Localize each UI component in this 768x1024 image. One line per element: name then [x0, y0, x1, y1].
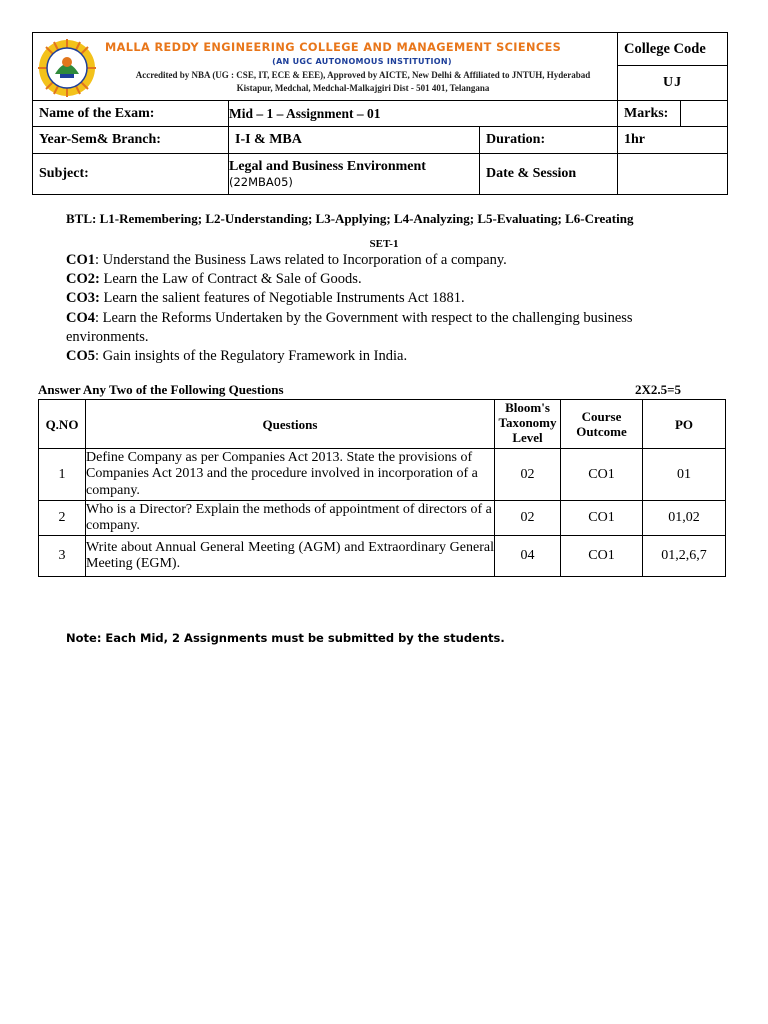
co-header: Course Outcome — [561, 400, 643, 449]
po-header: PO — [643, 400, 726, 449]
questions-header: Questions — [86, 400, 495, 449]
table-row — [39, 536, 726, 577]
co-code: CO1 — [66, 252, 95, 268]
college-logo-icon — [36, 38, 98, 98]
subject-cell — [229, 154, 480, 195]
po-cell: 01,2,6,7 — [643, 536, 726, 577]
po-cell: 01,02 — [643, 501, 726, 536]
question-cell: Who is a Director? Explain the methods of appointment of directors of a company. — [86, 501, 495, 536]
subject-label: Subject: — [33, 154, 229, 195]
exam-value: Mid – 1 – Assignment – 01 — [229, 101, 618, 127]
bloom-cell: 02 — [495, 449, 561, 501]
college-code-value: UJ — [618, 66, 728, 101]
co-item — [66, 347, 696, 366]
co-code: CO3: — [66, 290, 100, 307]
year-value: I-I & MBA — [229, 127, 480, 154]
co-item — [66, 309, 696, 347]
table-row — [39, 449, 726, 501]
table-row — [39, 501, 726, 536]
accreditation-line: Accredited by NBA (UG : CSE, IT, ECE & EEE), Approved by AICTE, New Delhi & Affiliated to JNTUH, Hyderabad — [135, 70, 591, 80]
questions-table — [38, 399, 726, 577]
date-value — [618, 154, 728, 195]
bloom-cell: 04 — [495, 536, 561, 577]
course-outcomes — [66, 251, 696, 366]
qno-cell: 1 — [39, 449, 86, 501]
co-code: CO2: — [66, 271, 100, 288]
exam-label: Name of the Exam: — [33, 101, 229, 127]
co-item — [66, 289, 696, 308]
address-line: Kistapur, Medchal, Medchal-Malkajgiri Dist - 501 401, Telangana — [236, 83, 490, 93]
marks-label: Marks: — [618, 101, 681, 127]
bloom-cell: 02 — [495, 501, 561, 536]
marks-value — [681, 101, 728, 127]
table-header-row — [39, 400, 726, 449]
subject-code: (22MBA05) — [229, 175, 293, 189]
question-cell: Write about Annual General Meeting (AGM) and Extraordinary General Meeting (EGM). — [86, 536, 495, 577]
co-text: Learn the Law of Contract & Sale of Goods. — [99, 271, 362, 288]
bloom-header-text: Bloom's Taxonomy Level — [498, 400, 557, 445]
co-cell: CO1 — [561, 536, 643, 577]
co-item — [66, 270, 696, 289]
qno-cell: 3 — [39, 536, 86, 577]
accreditation-text — [103, 69, 623, 95]
btl-legend: BTL: L1-Remembering; L2-Understanding; L3-Applying; L4-Analyzing; L5-Evaluating; L6-Creating — [66, 211, 634, 226]
qno-cell: 2 — [39, 501, 86, 536]
co-text: : Understand the Business Laws related to Incorporation of a company. — [95, 252, 507, 268]
co-code: CO5 — [66, 348, 95, 365]
college-banner — [33, 33, 618, 101]
qno-header: Q.NO — [39, 400, 86, 449]
autonomous-status: (AN UGC AUTONOMOUS INSTITUTION) — [272, 57, 452, 66]
question-cell: Define Company as per Companies Act 2013. State the provisions of Companies Act 2013 and the procedure involved in incorporation of a company. — [86, 449, 495, 501]
set-label: SET-1 — [369, 238, 399, 250]
submission-note: Note: Each Mid, 2 Assignments must be submitted by the students. — [66, 631, 505, 645]
instructions: Answer Any Two of the Following Questions — [38, 382, 284, 397]
duration-label: Duration: — [480, 127, 618, 154]
co-cell: CO1 — [561, 501, 643, 536]
subject-value: Legal and Business Environment — [229, 159, 426, 174]
co-code: CO4 — [66, 309, 95, 326]
college-code-label: College Code — [618, 33, 728, 66]
co-text: : Learn the Reforms Undertaken by the Government with respect to the challenging business environments. — [66, 309, 633, 345]
college-name: MALLA REDDY ENGINEERING COLLEGE AND MANAGEMENT SCIENCES — [105, 41, 562, 54]
po-cell: 01 — [643, 449, 726, 501]
year-label: Year-Sem& Branch: — [33, 127, 229, 154]
co-text: Learn the salient features of Negotiable Instruments Act 1881. — [99, 290, 465, 307]
duration-value: 1hr — [618, 127, 728, 154]
marks-scheme: 2X2.5=5 — [635, 382, 682, 397]
co-cell: CO1 — [561, 449, 643, 501]
exam-header-table — [32, 32, 728, 195]
co-item — [66, 251, 696, 270]
date-label: Date & Session — [480, 154, 618, 195]
bloom-header — [495, 400, 561, 449]
co-text: : Gain insights of the Regulatory Framework in India. — [95, 348, 408, 365]
